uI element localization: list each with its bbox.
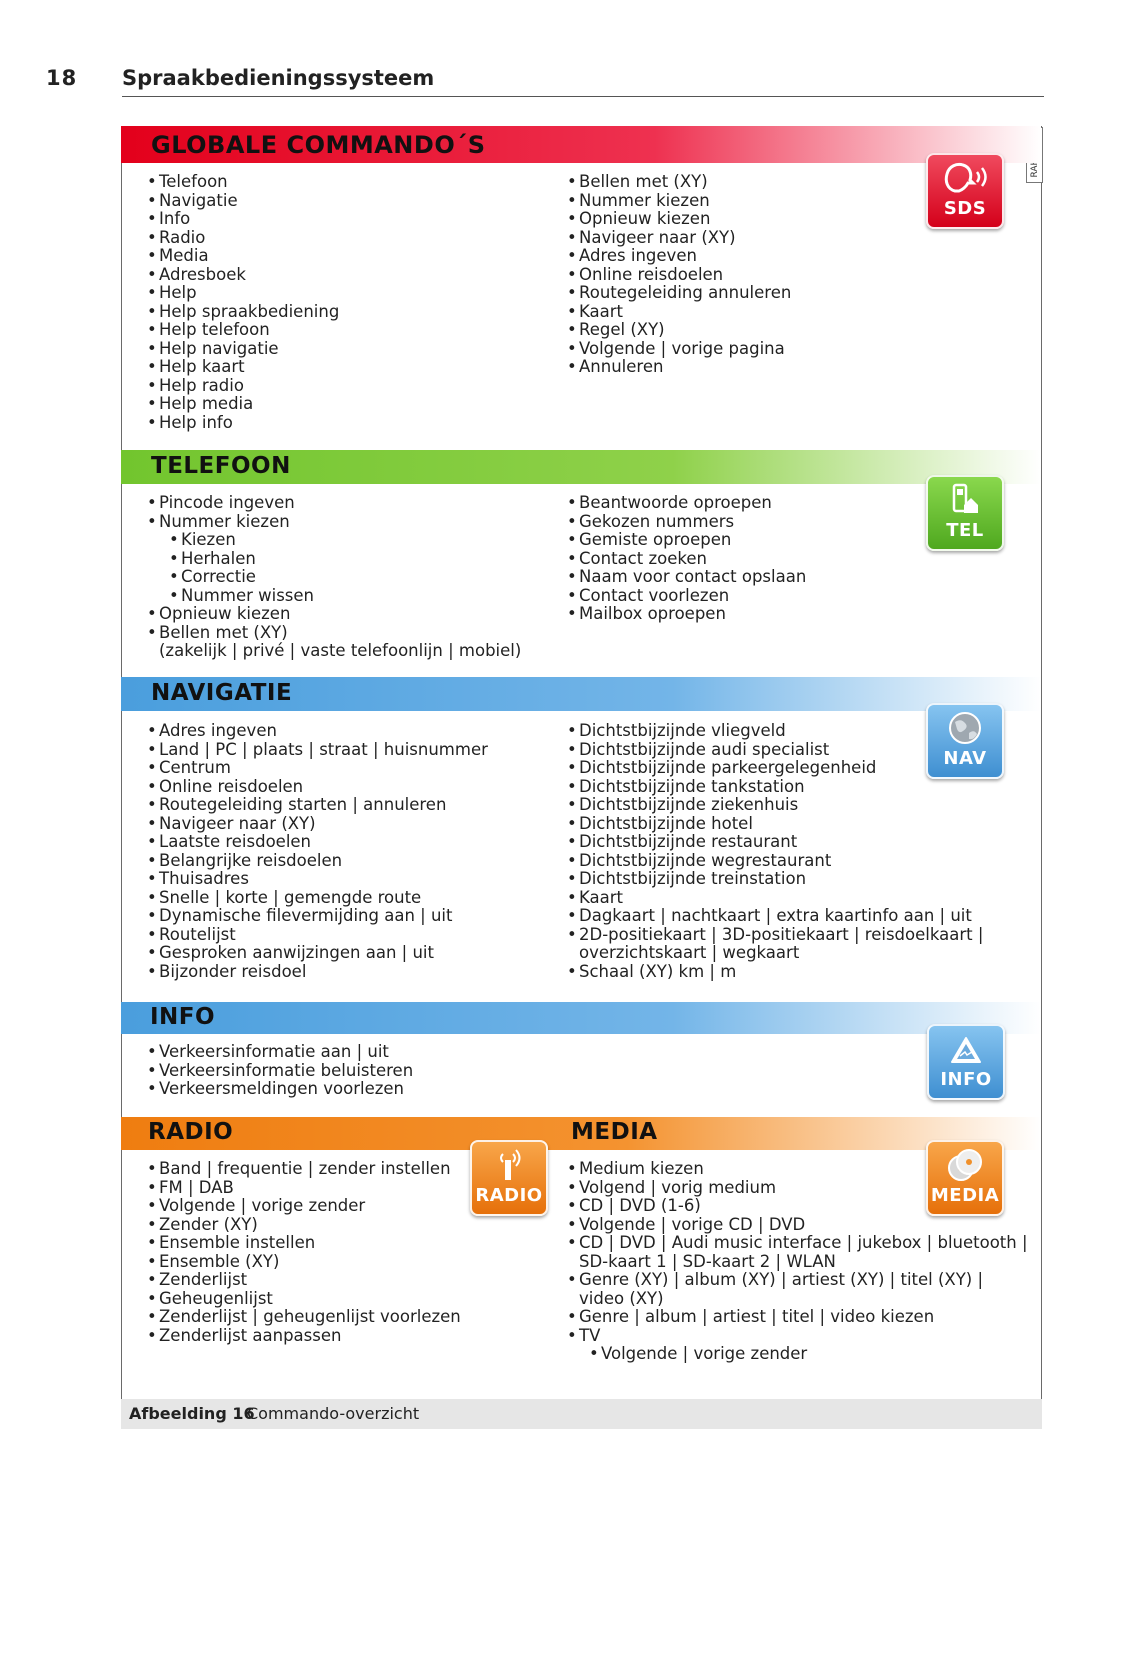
- list-item: • Mailbox oproepen: [567, 605, 806, 624]
- list-item: • Help spraakbediening: [147, 303, 339, 322]
- list-item: • Nummer kiezen: [567, 192, 791, 211]
- list-item: • Help: [147, 284, 339, 303]
- list-item: • Kiezen: [147, 531, 521, 550]
- list-item: • Genre | album | artiest | titel | video kiezen: [567, 1308, 1028, 1327]
- list-item: • Gekozen nummers: [567, 513, 806, 532]
- list-item: • Help navigatie: [147, 340, 339, 359]
- sds-button[interactable]: [926, 153, 1004, 229]
- info-button[interactable]: [927, 1024, 1005, 1100]
- phone-home-icon: [928, 481, 1002, 523]
- list-item: • Bellen met (XY): [147, 624, 521, 643]
- list-item: • 2D-positiekaart | 3D-positiekaart | reisdoelkaart |: [567, 926, 983, 945]
- nav-button-label: NAV: [943, 748, 987, 769]
- list-item: • Opnieuw kiezen: [147, 605, 521, 624]
- list-item: • Help info: [147, 414, 339, 433]
- band-navigatie: [121, 677, 1041, 711]
- navigatie-list-left: [147, 722, 488, 981]
- section-title-media: MEDIA: [571, 1119, 658, 1145]
- caption-text: Commando-overzicht: [247, 1404, 420, 1423]
- list-item: • Naam voor contact opslaan: [567, 568, 806, 587]
- list-item: • Band | frequentie | zender instellen: [147, 1160, 461, 1179]
- list-item: • Medium kiezen: [567, 1160, 1028, 1179]
- list-item: • Dichtstbijzijnde ziekenhuis: [567, 796, 983, 815]
- list-item: (zakelijk | privé | vaste telefoonlijn | mobiel): [159, 641, 522, 660]
- list-item: • Verkeersinformatie aan | uit: [147, 1043, 413, 1062]
- tel-button-label: TEL: [946, 520, 984, 541]
- list-item: • Volgende | vorige zender: [147, 1197, 461, 1216]
- list-item: • Contact zoeken: [567, 550, 806, 569]
- radio-list: [147, 1160, 461, 1345]
- list-item: • Bellen met (XY): [567, 173, 791, 192]
- sds-button-label: SDS: [943, 198, 987, 219]
- list-item: • Dichtstbijzijnde tankstation: [567, 778, 983, 797]
- list-item: • Zender (XY): [147, 1216, 461, 1235]
- list-item: • Adres ingeven: [567, 247, 791, 266]
- disc-icon: [928, 1146, 1002, 1188]
- list-item: • Geheugenlijst: [147, 1290, 461, 1309]
- list-item: • Land | PC | plaats | straat | huisnummer: [147, 741, 488, 760]
- telefoon-list-right: [567, 494, 806, 624]
- list-item: • Dichtstbijzijnde treinstation: [567, 870, 983, 889]
- radio-button[interactable]: [470, 1140, 548, 1216]
- list-item: • Beantwoorde oproepen: [567, 494, 806, 513]
- list-item: • Adresboek: [147, 266, 339, 285]
- list-item: • Volgend | vorig medium: [567, 1179, 1028, 1198]
- list-item: • Dichtstbijzijnde parkeergelegenheid: [567, 759, 983, 778]
- figure-caption: [121, 1399, 1042, 1429]
- page-number: 18: [46, 66, 78, 90]
- radio-button-label: RADIO: [475, 1185, 543, 1206]
- page-title: Spraakbedieningssysteem: [122, 66, 435, 90]
- list-item: • Dagkaart | nachtkaart | extra kaartinfo aan | uit: [567, 907, 983, 926]
- list-item: • Thuisadres: [147, 870, 488, 889]
- list-item: • Dichtstbijzijnde vliegveld: [567, 722, 983, 741]
- list-item: • Snelle | korte | gemengde route: [147, 889, 488, 908]
- list-item: overzichtskaart | wegkaart: [579, 943, 800, 962]
- tel-button[interactable]: [926, 475, 1004, 551]
- list-item: • Ensemble (XY): [147, 1253, 461, 1272]
- section-title-telefoon: TELEFOON: [151, 453, 291, 479]
- list-item: • Gesproken aanwijzingen aan | uit: [147, 944, 488, 963]
- list-item: • Telefoon: [147, 173, 339, 192]
- list-item: • Routegeleiding starten | annuleren: [147, 796, 488, 815]
- list-item: • Help telefoon: [147, 321, 339, 340]
- list-item: • Pincode ingeven: [147, 494, 521, 513]
- list-item: • Belangrijke reisdoelen: [147, 852, 488, 871]
- list-item: • Contact voorlezen: [567, 587, 806, 606]
- list-item: • Centrum: [147, 759, 488, 778]
- globale-list-left: [147, 173, 339, 432]
- list-item: • Laatste reisdoelen: [147, 833, 488, 852]
- list-item: • Media: [147, 247, 339, 266]
- list-item: • Annuleren: [567, 358, 791, 377]
- section-title-radio: RADIO: [148, 1119, 234, 1145]
- list-item: • Kaart: [567, 303, 791, 322]
- list-item: • Help media: [147, 395, 339, 414]
- list-item: SD-kaart 1 | SD-kaart 2 | WLAN: [579, 1251, 836, 1271]
- list-item: • Routelijst: [147, 926, 488, 945]
- list-item: • CD | DVD | Audi music interface | jukebox | bluetooth |: [567, 1234, 1028, 1253]
- list-item: • Genre (XY) | album (XY) | artiest (XY) | titel (XY) |: [567, 1271, 1028, 1290]
- list-item: • Herhalen: [147, 550, 521, 569]
- caption-label: Afbeelding 16: [129, 1404, 255, 1423]
- band-info: [121, 1002, 1041, 1034]
- list-item: • Correctie: [147, 568, 521, 587]
- section-title-navigatie: NAVIGATIE: [151, 680, 293, 706]
- section-title-globale: GLOBALE COMMANDO´S: [151, 131, 486, 159]
- list-item: • Regel (XY): [567, 321, 791, 340]
- page-header: [46, 66, 1046, 96]
- list-item: • Online reisdoelen: [147, 778, 488, 797]
- list-item: • Help radio: [147, 377, 339, 396]
- list-item: • Dichtstbijzijnde hotel: [567, 815, 983, 834]
- list-item: • Navigeer naar (XY): [147, 815, 488, 834]
- section-title-info: INFO: [150, 1004, 216, 1030]
- info-list: [147, 1043, 413, 1099]
- list-item: • Zenderlijst aanpassen: [147, 1327, 461, 1346]
- list-item: • Kaart: [567, 889, 983, 908]
- navigatie-list-right: [567, 722, 983, 981]
- antenna-icon: [472, 1146, 546, 1188]
- telefoon-list-left: [147, 494, 521, 661]
- band-globale: [121, 126, 1041, 163]
- list-item: • Navigeer naar (XY): [567, 229, 791, 248]
- list-item: • Routegeleiding annuleren: [567, 284, 791, 303]
- list-item: • Dichtstbijzijnde wegrestaurant: [567, 852, 983, 871]
- info-button-label: INFO: [940, 1069, 992, 1090]
- list-item: • Radio: [147, 229, 339, 248]
- list-item: • Volgende | vorige zender: [567, 1345, 1028, 1364]
- list-item: • Opnieuw kiezen: [567, 210, 791, 229]
- list-item: • Navigatie: [147, 192, 339, 211]
- list-item: • Gemiste oproepen: [567, 531, 806, 550]
- list-item: • Bijzonder reisdoel: [147, 963, 488, 982]
- list-item: • Zenderlijst | geheugenlijst voorlezen: [147, 1308, 461, 1327]
- speech-icon: [928, 159, 1002, 201]
- list-item: • Adres ingeven: [147, 722, 488, 741]
- list-item: • Online reisdoelen: [567, 266, 791, 285]
- nav-button[interactable]: [926, 703, 1004, 779]
- band-telefoon: [121, 450, 1041, 484]
- list-item: • Dynamische filevermijding aan | uit: [147, 907, 488, 926]
- list-item: • Info: [147, 210, 339, 229]
- list-item: • FM | DAB: [147, 1179, 461, 1198]
- list-item: • Volgende | vorige pagina: [567, 340, 791, 359]
- list-item: • Volgende | vorige CD | DVD: [567, 1216, 1028, 1235]
- list-item: • TV: [567, 1327, 1028, 1346]
- list-item: • Help kaart: [147, 358, 339, 377]
- list-item: • Ensemble instellen: [147, 1234, 461, 1253]
- globe-icon: [928, 709, 1002, 751]
- warning-triangle-icon: [929, 1030, 1003, 1072]
- list-item: • Nummer kiezen: [147, 513, 521, 532]
- media-button-label: MEDIA: [930, 1185, 1000, 1206]
- header-rule: [122, 96, 1044, 97]
- list-item: • Verkeersmeldingen voorlezen: [147, 1080, 413, 1099]
- list-item: • Verkeersinformatie beluisteren: [147, 1062, 413, 1081]
- band-radio-media: [121, 1117, 1041, 1150]
- globale-list-right: [567, 173, 791, 377]
- list-item: • CD | DVD (1-6): [567, 1197, 1028, 1216]
- media-button[interactable]: [926, 1140, 1004, 1216]
- list-item: • Dichtstbijzijnde audi specialist: [567, 741, 983, 760]
- list-item: • Schaal (XY) km | m: [567, 963, 983, 982]
- list-item: • Nummer wissen: [147, 587, 521, 606]
- list-item: • Zenderlijst: [147, 1271, 461, 1290]
- list-item: • Dichtstbijzijnde restaurant: [567, 833, 983, 852]
- list-item: video (XY): [579, 1288, 664, 1308]
